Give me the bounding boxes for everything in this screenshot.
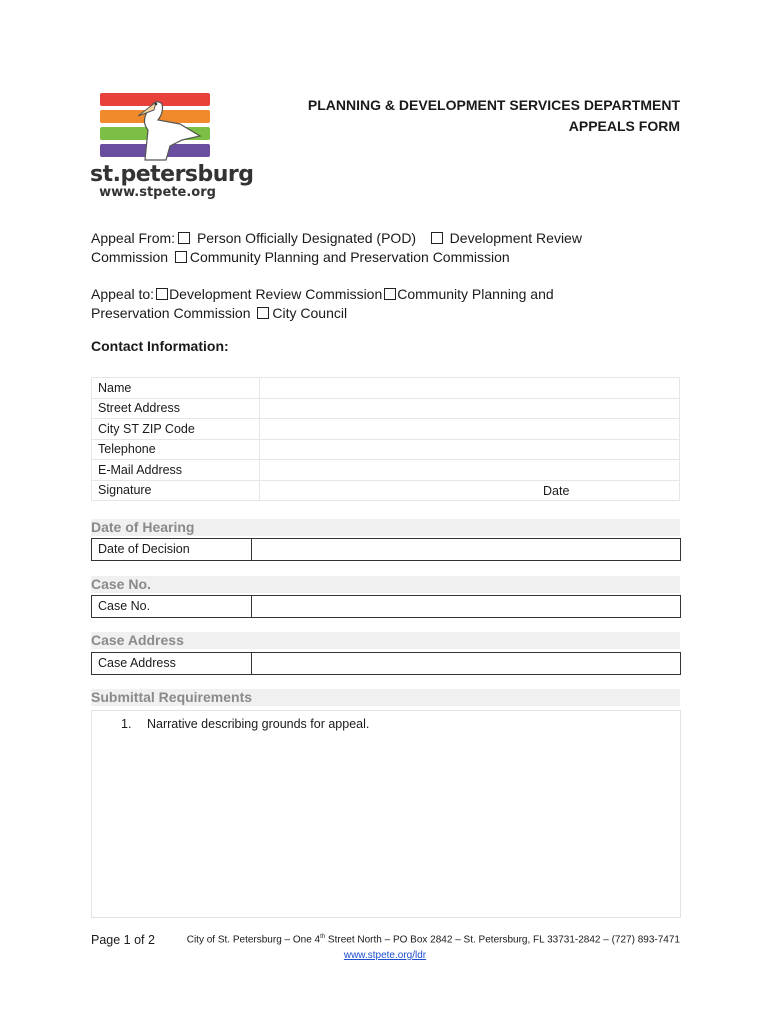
footer-address	[180, 934, 680, 945]
appeal-to-section	[91, 285, 691, 323]
street-address-label: Street Address	[92, 398, 260, 419]
footer-website-link[interactable]: www.stpete.org/ldr	[343, 950, 427, 961]
name-label: Name	[92, 378, 260, 399]
case-address-field[interactable]	[253, 653, 680, 674]
city-logo	[90, 90, 254, 205]
telephone-field[interactable]	[260, 439, 680, 460]
date-of-decision-row	[91, 538, 681, 561]
cppc-to-option-label-b: Preservation Commission	[91, 305, 251, 321]
list-item-number: 1.	[121, 717, 132, 731]
drc-from-checkbox[interactable]	[431, 232, 443, 244]
table-row	[92, 398, 680, 419]
submittal-requirements-box	[91, 710, 681, 918]
case-no-row	[91, 595, 681, 618]
footer-address-part-b: Street North – PO Box 2842 – St. Petersburg, FL 33731-2842 – (727) 893-7471	[325, 934, 680, 946]
pelican-icon	[90, 90, 225, 162]
list-item: Narrative describing grounds for appeal.	[147, 717, 370, 731]
case-no-field[interactable]	[253, 596, 680, 617]
email-field[interactable]	[260, 460, 680, 481]
appeal-from-label: Appeal From:	[91, 230, 176, 246]
cppc-to-checkbox[interactable]	[384, 288, 396, 300]
table-row	[92, 480, 680, 501]
table-row	[92, 419, 680, 440]
table-row	[92, 378, 680, 399]
city-council-option-label: City Council	[272, 305, 348, 321]
name-field[interactable]	[260, 378, 680, 399]
table-row	[92, 460, 680, 481]
telephone-label: Telephone	[92, 439, 260, 460]
case-address-row	[91, 652, 681, 675]
department-title: PLANNING & DEVELOPMENT SERVICES DEPARTMENT	[307, 97, 680, 113]
case-address-heading: Case Address	[91, 632, 680, 649]
signature-label: Signature	[92, 480, 260, 501]
cppc-from-checkbox[interactable]	[175, 251, 187, 263]
logo-wordmark: st.petersburg	[90, 162, 254, 187]
submittal-requirements-heading: Submittal Requirements	[91, 689, 680, 706]
footer-address-part-a: City of St. Petersburg – One 4	[186, 934, 321, 946]
date-of-decision-field[interactable]	[253, 539, 680, 560]
contact-heading: Contact Information:	[91, 338, 229, 354]
appeal-to-label: Appeal to:	[91, 286, 155, 302]
form-title: APPEALS FORM	[568, 118, 680, 134]
city-st-zip-field[interactable]	[260, 419, 680, 440]
contact-table	[91, 377, 680, 501]
appeal-from-section	[91, 229, 691, 267]
footer-address-sup: th	[320, 934, 326, 940]
drc-from-option-label-a: Development Review	[449, 230, 582, 246]
drc-to-option-label: Development Review Commission	[169, 286, 383, 302]
street-address-field[interactable]	[260, 398, 680, 419]
date-label: Date	[543, 483, 570, 498]
date-of-decision-label: Date of Decision	[92, 539, 252, 560]
page-number: Page 1 of 2	[91, 933, 155, 947]
pod-option-label: Person Officially Designated (POD)	[196, 230, 417, 246]
date-of-hearing-heading: Date of Hearing	[91, 519, 680, 536]
email-label: E-Mail Address	[92, 460, 260, 481]
case-address-label: Case Address	[92, 653, 252, 674]
city-council-checkbox[interactable]	[257, 307, 269, 319]
case-no-label: Case No.	[92, 596, 252, 617]
city-st-zip-label: City ST ZIP Code	[92, 419, 260, 440]
drc-from-option-label-b: Commission	[91, 249, 169, 265]
logo-url: www.stpete.org	[99, 185, 216, 200]
case-no-heading: Case No.	[91, 576, 680, 593]
drc-to-checkbox[interactable]	[156, 288, 168, 300]
cppc-to-option-label-a: Community Planning and	[397, 286, 554, 302]
table-row	[92, 439, 680, 460]
signature-field[interactable]	[260, 480, 680, 501]
cppc-from-option-label: Community Planning and Preservation Commission	[189, 249, 510, 265]
pod-checkbox[interactable]	[178, 232, 190, 244]
